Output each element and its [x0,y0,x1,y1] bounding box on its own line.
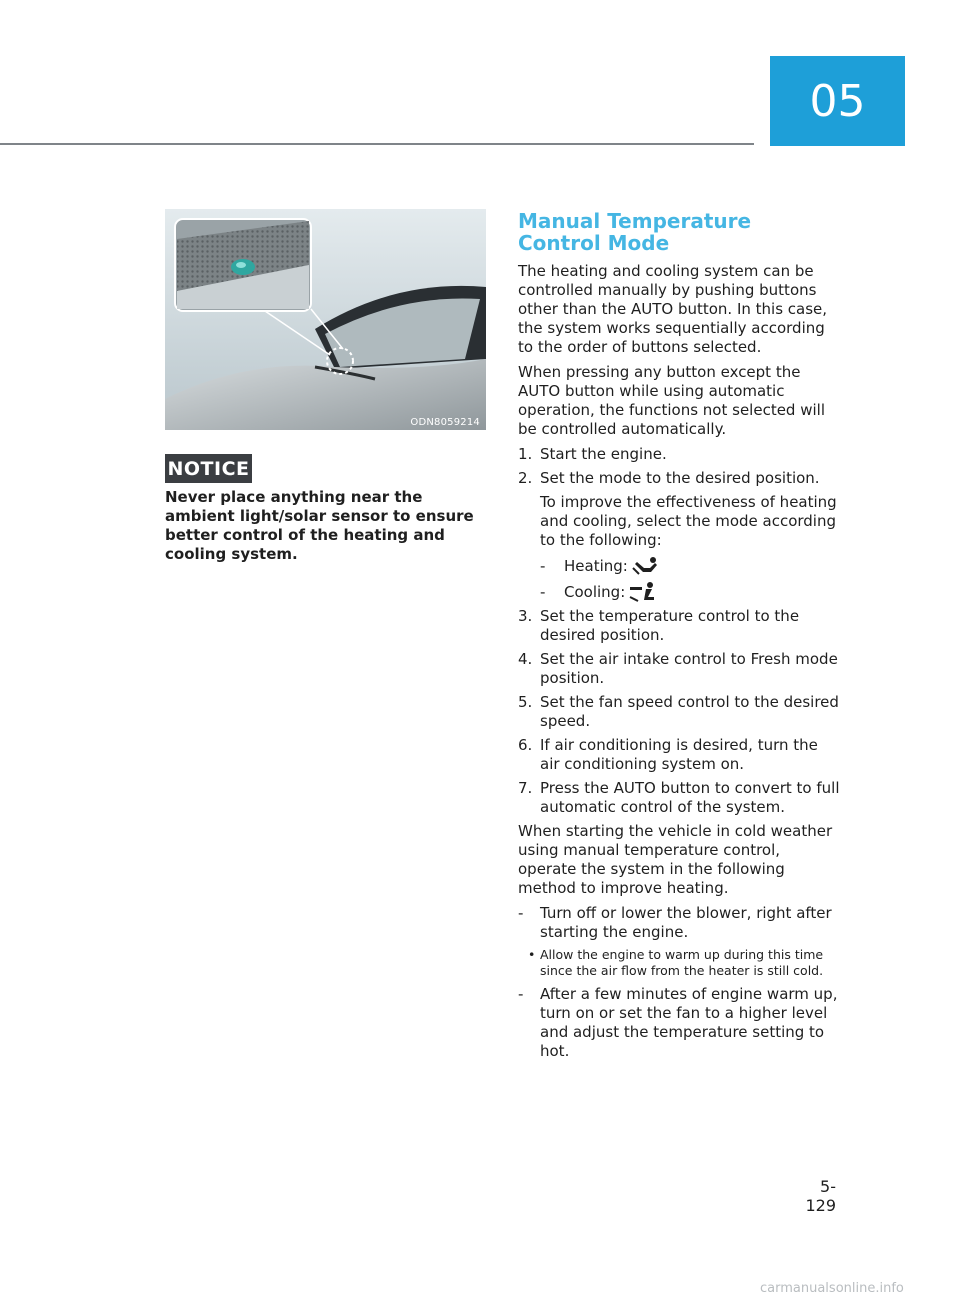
step-text: Press the AUTO button to convert to full automatic control of the system. [540,779,840,816]
step-1 [518,445,840,464]
dash-marker: - [518,985,524,1003]
step-number: 7. [518,779,533,797]
intro-paragraph: The heating and cooling system can be controlled manually by pushing buttons other than the AUTO button. In this case, the system works sequentially according to the order of buttons selected. [518,262,828,356]
intro-paragraph-2: When pressing any button except the AUTO button while using automatic operation, the functions not selected will be controlled automatically. [518,363,825,438]
page-number: 5-129 [805,1177,836,1215]
cold-item-2 [518,985,840,1061]
step-2-detail: To improve the effectiveness of heating and cooling, select the mode according to the following: [540,493,837,549]
step-number: 2. [518,469,533,487]
notice-text: Never place anything near the ambient light/solar sensor to ensure better control of the heating and cooling system. [165,488,474,563]
section-title: Manual Temperature Control Mode [518,209,752,255]
step-text: Set the air intake control to Fresh mode position. [540,650,838,687]
watermark: carmanualsonline.info [760,1281,904,1296]
mode-cooling [540,581,840,603]
chapter-tab: 05 [770,56,905,146]
step-number: 3. [518,607,533,625]
step-text: Set the mode to the desired position. [540,469,820,487]
mode-heating [540,555,840,577]
dash-marker: - [518,904,524,922]
dashboard-sensor-image [165,209,486,430]
step-text: Set the fan speed control to the desired speed. [540,693,839,730]
cold-item-text: Turn off or lower the blower, right after starting the engine. [540,904,832,941]
cold-item-1 [518,904,840,942]
step-text: Set the temperature control to the desired position. [540,607,800,644]
header-rule [0,143,754,145]
step-6 [518,736,840,774]
floor-heating-mode-icon [631,556,661,576]
step-2 [518,469,840,488]
cold-note [528,947,840,979]
cold-note-text: Allow the engine to warm up during this time since the air flow from the heater is still cold. [540,947,824,978]
step-text: Start the engine. [540,445,667,463]
dash-marker: - [540,582,546,601]
figure-code: ODN8059214 [410,417,480,428]
sensor-illustration [165,209,486,430]
step-number: 5. [518,693,533,711]
step-text: If air conditioning is desired, turn the air conditioning system on. [540,736,818,773]
face-floor-cooling-mode-icon [628,581,658,603]
notice-badge: NOTICE [165,454,252,483]
step-5 [518,693,840,731]
step-4 [518,650,840,688]
dash-marker: - [540,556,546,575]
step-7 [518,779,840,817]
cold-item-text: After a few minutes of engine warm up, turn on or set the fan to a higher level and adjust the temperature setting to hot. [540,985,838,1060]
step-number: 6. [518,736,533,754]
step-number: 4. [518,650,533,668]
bullet-marker: • [528,947,536,962]
manual-temperature-section [518,210,840,1066]
mode-label: Cooling: [564,582,626,601]
cold-weather-paragraph: When starting the vehicle in cold weather using manual temperature control, operate the system in the following method to improve heating. [518,822,833,897]
mode-label: Heating: [564,556,628,575]
step-3 [518,607,840,645]
step-number: 1. [518,445,533,463]
